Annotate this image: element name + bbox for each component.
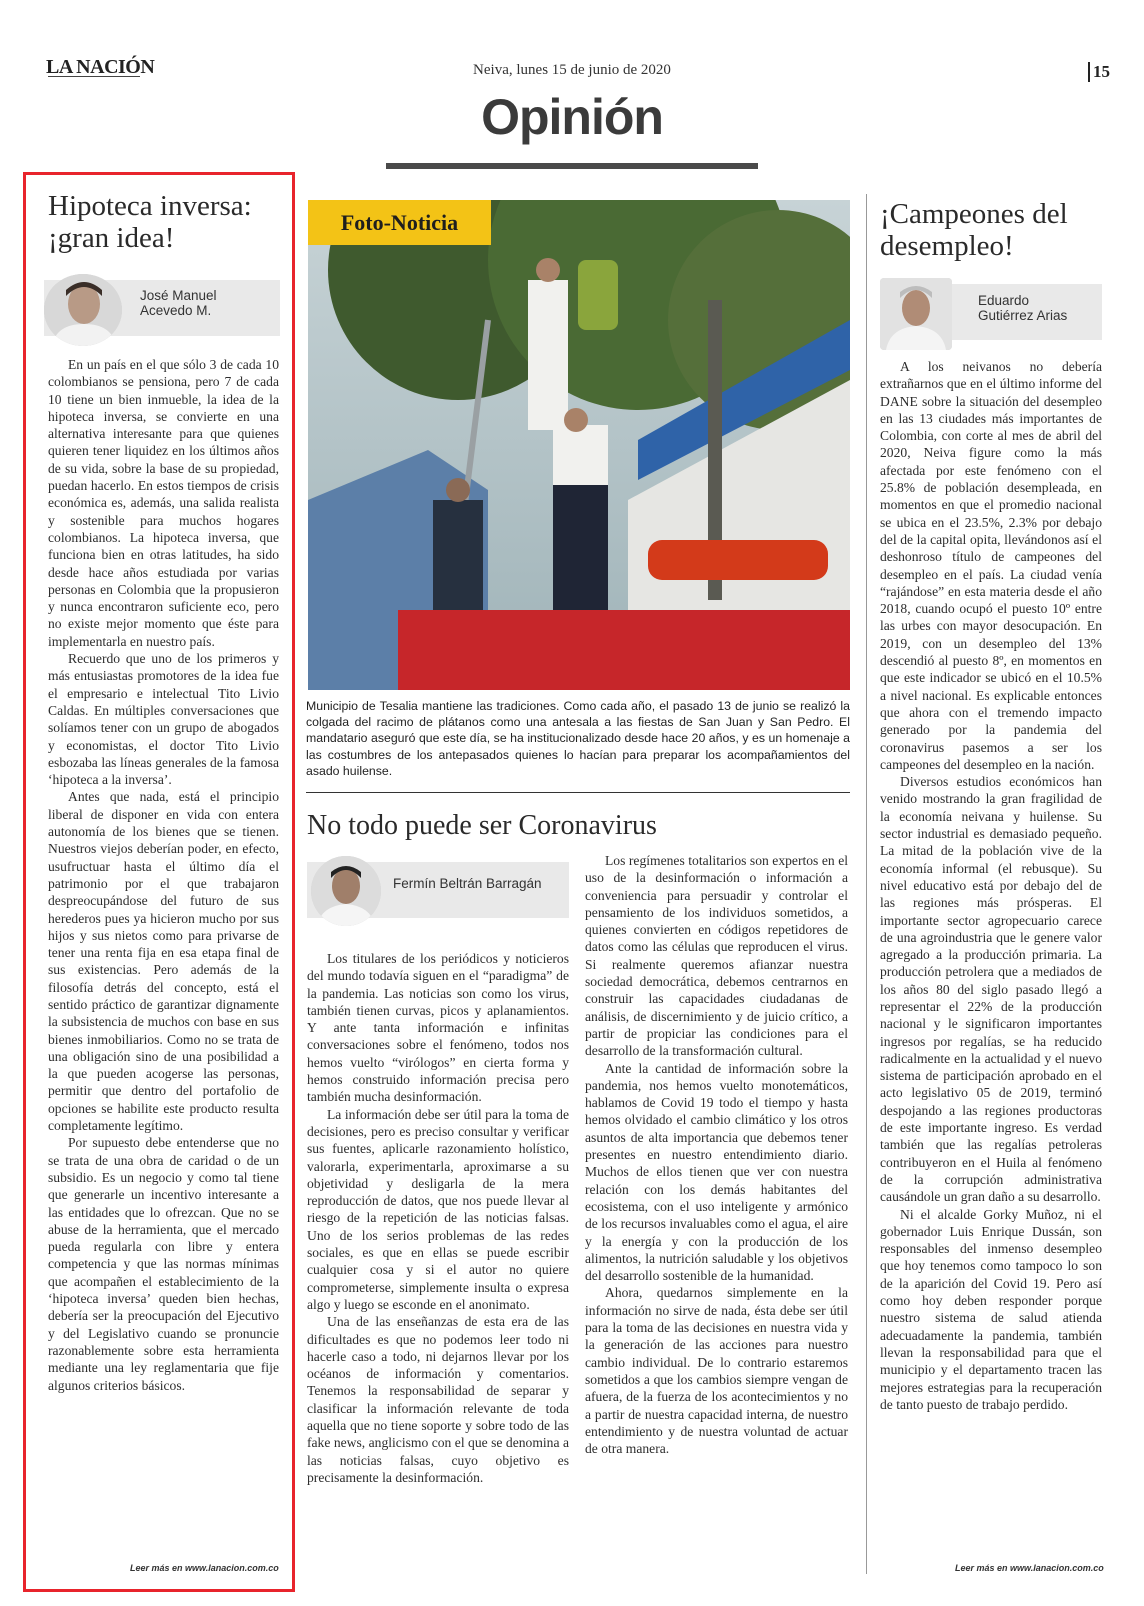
paragraph: En un país en el que sólo 3 de cada 10 colombianos se pensiona, pero 7 de cada 10 tiene un bien inmueble, la idea de la hipoteca inversa, se convierte en una alternativa interesante para que quienes quieren tener liquidez en los últimos años de su vida, sobre la base de su propiedad, puedan hacerlo. En estos tiempos de crisis económica es, además, una salida realista y sostenible para muchos hogares colombianos. La hipoteca inversa, que funciona bien en otras latitudes, ha sido desde hace años estudiada por varias personas en Colombia que la propusieron y nunca encontraron suficiente eco, pero no existe mejor momento que éste para implementarla en nuestro país. [48, 357, 279, 649]
right-article-byline [880, 284, 1102, 340]
paragraph: La información debe ser útil para la toma de decisiones, pero es preciso consultar y verificar sus fuentes, aplicarle razonamiento holístico, valorarla, experimentarla, aproximarse a su objetividad y desligarla de la mera reproducción de datos, que nos puede llevar al riesgo de la repetición de las noticias falsas. Uno de los serios problemas de las redes sociales, es que en ellas se puede escribir cualquier cosa y si el autor no quiere comprometerse, simplemente insulta o expresa algo y luego se esconde en el anonimato. [307, 1106, 569, 1312]
author-name: Fermín Beltrán Barragán [393, 876, 542, 891]
paragraph: Recuerdo que uno de los primeros y más entusiastas promotores de la idea fue el empresario e intelectual Tito Livio Caldas. En múltiples conversaciones que solíamos tener con un grupo de abogados y economistas, el doctor Tito Livio esbozaba las líneas generales de la famosa ‘hipoteca a la inversa’. [48, 651, 279, 788]
photo-news-tag: Foto-Noticia [308, 200, 491, 245]
left-article-title: Hipoteca inversa: ¡gran idea! [48, 190, 252, 255]
read-more-link[interactable]: Leer más en www.lanacion.com.co [955, 1563, 1104, 1573]
paragraph: Los titulares de los periódicos y noticieros del mundo todavía siguen en el “paradigma” de la pandemia. Las noticias son como los virus, también tienen curvas, picos y aplanamientos. Y ante tanta información e infinitas conversaciones sobre el fenómeno, todos nos hemos vuelto “virólogos” en cierta forma y hemos construido información precisa pero también mucha desinformación. [307, 951, 569, 1105]
left-article-byline [44, 280, 280, 336]
newspaper-logo: LA NACIÓN [46, 56, 155, 78]
author-photo [880, 278, 952, 350]
paragraph: Ahora, quedarnos simplemente en la información no sirve de nada, ésta debe ser útil para la toma de las decisiones en nuestra vida y la generación de las acciones para nuestro cambio individual. De lo contrario estaremos sometidos a que los cambios siempre vengan de afuera, de la fuerza de los acontecimientos y no a partir de nuestra capacidad interna, de nuestro entendimiento y de nuestra voluntad de actuar de otra manera. [585, 1285, 848, 1457]
center-article-column-1 [307, 950, 569, 1486]
read-more-link[interactable]: Leer más en www.lanacion.com.co [130, 1563, 279, 1573]
paragraph: Ni el alcalde Gorky Muñoz, ni el gobernador Luis Enrique Dussán, son responsables del inmenso desempleo que hoy tenemos como tampoco lo son de la aparición del Covid 19. Pero así como hoy deben responder porque nuestro sistema de salud atienda adecuadamente la pandemia, también llevan la responsabilidad para que el municipio y el departamento tracen las mejores estrategias para la recuperación de tanto puesto de trabajo perdido. [880, 1206, 1102, 1412]
left-article-body [48, 356, 279, 1394]
right-article-title: ¡Campeones del desempleo! [880, 198, 1068, 263]
author-photo [311, 856, 381, 926]
right-article-body [880, 358, 1102, 1413]
divider [306, 792, 850, 793]
paragraph: Diversos estudios económicos han venido mostrando la gran fragilidad de la economía neivana y huilense. Su sector industrial es demasiado pequeño. La mitad de la población vive de la economía informal (el rebusque). Su nivel educativo está por debajo del de las regiones más prósperas. El importante sector agropecuario carece de una agroindustria que le genere valor agregado a la producción primaria. La producción petrolera que a mediados de los años 80 del siglo pasado llegó a representar el 22% de la producción nacional y le significaron importantes ingresos por regalías, se ha reducido radicalmente en la actualidad y el nuevo sistema de participación aprobado en el acto legislativo 05 de 2019, terminó despojando a las regiones productoras de este importante ingreso. Es verdad también que las regalías petroleras contribuyeron en el Huila al fenómeno de la corrupción administrativa causándole un gran daño a su desarrollo. [880, 774, 1102, 1205]
paragraph: Los regímenes totalitarios son expertos en el uso de la desinformación o información a conveniencia para persuadir y controlar el pensamiento de los individuos sometidos, a quienes convierten en códigos repetidores de datos como las células que reproducen el virus. Si realmente queremos afianzar nuestra sociedad democrática, debemos centrarnos en construir las capacidades ciudadanas de análisis, de discernimiento y de juicio crítico, a partir de propiciar las condiciones para el desarrollo de la transformación cultural. [585, 853, 848, 1059]
news-photo [308, 200, 850, 690]
photo-caption: Municipio de Tesalia mantiene las tradiciones. Como cada año, el pasado 13 de junio se realizó la colgada del racimo de plátanos como una antesala a las fiestas de San Juan y San Pedro. El mandatario aseguró que este día, se ha institucionalizado desde hace 20 años, y es un homenaje a las costumbres de los antepasados quienes lo hacían para preparar los acompañamientos del asado huilense. [306, 699, 850, 778]
dateline: Neiva, lunes 15 de junio de 2020 [473, 62, 671, 78]
paragraph: Antes que nada, está el principio liberal de disponer en vida con entera autonomía de los bienes que se tienen. Nuestros viejos deberían poder, en efecto, usufructuar hasta el último día el patrimonio por el que trabajaron despreocupándose del futuro de sus herederos pues ya hicieron mucho por sus hijos y sus nietos como para privarse de tener una renta fija en esa etapa final de sus existencias. Pero además de la filosofía detrás del concepto, está el sentido práctico de garantizar dignamente la subsistencia de muchos con base en sus bienes inmobiliarios. Como no se trata de una obligación sino de una posibilidad a la que pueden acogerse las personas, permitir que dentro del portafolio de opciones se habilite este producto resulta completamente legítimo. [48, 789, 279, 1134]
center-article-title: No todo puede ser Coronavirus [307, 810, 657, 841]
author-name: Eduardo Gutiérrez Arias [978, 293, 1068, 323]
column-divider [866, 194, 867, 1574]
author-photo [44, 274, 122, 346]
center-article-column-2 [585, 852, 848, 1457]
center-article-byline [307, 862, 569, 918]
page-number: 15 [1088, 62, 1110, 82]
paragraph: Por supuesto debe entenderse que no se trata de una obra de caridad o de un subsidio. Es un negocio y como tal tiene que generarle un incentivo interesante a las entidades que lo ofrezcan. Que no se abuse de la herramienta, que el mercado pueda regularla con libre y entera competencia y que las normas mínimas que acompañen el establecimiento de la ‘hipoteca inversa’ queden bien hechas, debería ser la preocupación del Ejecutivo y del Legislativo cuando se pronuncie razonablemente sobre esta herramienta mediante una ley reglamentaria que fije algunos criterios básicos. [48, 1135, 279, 1393]
paragraph: A los neivanos no debería extrañarnos que en el último informe del DANE sobre la situación del desempleo en las 13 ciudades más importantes de Colombia, con corte al mes de abril del 2020, Neiva figure como la más afectada por este fenómeno con el 25.8% de población desempleada, en momentos en que el promedio nacional se ubica en el 23.5%, 2.3% por debajo del de la capital opita, llevándonos así el deshonroso título de campeones del desempleo en el país. La ciudad venía “rajándose” en esta materia desde el año 2018, cuando ocupó el puesto 10º entre las urbes con mayor desocupación. En 2019, con un desempleo del 13% descendió al puesto 8º, en momentos en que este indicador se ubicó en el 10.5% a nivel nacional. Es explicable entonces que ahora con el tremendo impacto generado por la pandemia del coronavirus pasemos a ser los campeones del desempleo en la nación. [880, 359, 1102, 772]
section-divider [386, 163, 758, 169]
section-title: Opinión [481, 89, 663, 145]
paragraph: Ante la cantidad de información sobre la pandemia, nos hemos vuelto monotemáticos, hablamos de Covid 19 todo el tiempo y hasta hemos olvidado el cambio climático y los otros asuntos de alta importancia que debemos tener presentes en nuestro entendimiento diario. Muchos de ellos tienen que ver con nuestra relación con los demás habitantes del ecosistema, con el uso inteligente y armónico de los recursos invaluables como el agua, el aire y la energía y con la producción de los alimentos, la nutrición saludable y los objetivos del desarrollo sostenible de la humanidad. [585, 1060, 848, 1284]
paragraph: Una de las enseñanzas de esta era de las dificultades es que no podemos leer todo ni hacerle caso a todo, ni dejarnos llevar por los océanos de información y comentarios. Tenemos la responsabilidad de separar y clasificar la información relevante de toda aquella que no tiene soporte y sobre todo de las fake news, anglicismo con el que se denomina a las noticias falsas, cuyo objetivo es precisamente la desinformación. [307, 1314, 569, 1485]
author-name: José Manuel Acevedo M. [140, 288, 217, 318]
